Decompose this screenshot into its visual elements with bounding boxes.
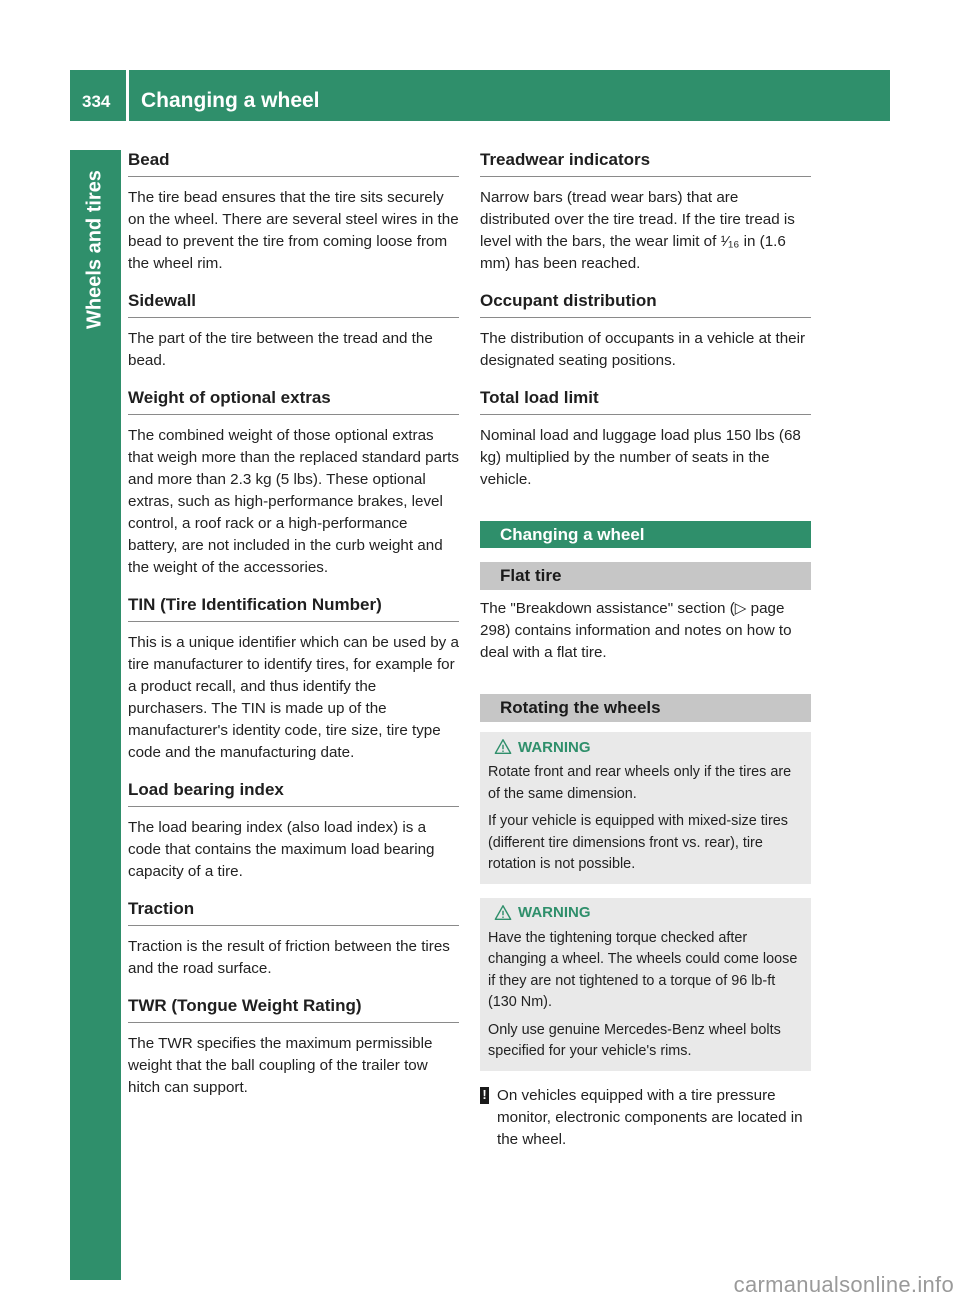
section-text-sidewall: The part of the tire between the tread and the bead. bbox=[128, 330, 433, 369]
warning-header bbox=[494, 738, 803, 756]
exclamation-icon: ! bbox=[480, 1087, 489, 1104]
section-text-treadwear: Narrow bars (tread wear bars) that are distributed over the tire tread. If the tire tread is level with the bars, the wear limit of ¹⁄₁₆ in (1.6 mm) has been reached. bbox=[480, 189, 795, 272]
section-heading-traction: Traction bbox=[128, 899, 459, 926]
section-text-twr: The TWR specifies the maximum permissible weight that the ball coupling of the trailer tow hitch can support. bbox=[128, 1035, 433, 1096]
section-heading-bead: Bead bbox=[128, 150, 459, 177]
section-heading-load-bearing-index: Load bearing index bbox=[128, 780, 459, 807]
warning-label: WARNING bbox=[518, 738, 591, 756]
warning-triangle-icon bbox=[494, 904, 512, 922]
section-heading-treadwear: Treadwear indicators bbox=[480, 150, 811, 177]
watermark: carmanualsonline.info bbox=[733, 1272, 954, 1297]
warning-box-1 bbox=[480, 732, 811, 884]
section-text-tin: This is a unique identifier which can be used by a tire manufacturer to identify tires, for example for a product recall, and thus identify the purchasers. The TIN is made up of the manufacturer's identity code, tire size, tire type code and the manufacturing date. bbox=[128, 634, 459, 761]
section-heading-tin: TIN (Tire Identification Number) bbox=[128, 595, 459, 622]
side-tab-label: Wheels and tires bbox=[83, 170, 106, 329]
warning-triangle-icon bbox=[494, 738, 512, 756]
section-text-weight-optional-extras: The combined weight of those optional extras that weigh more than the replaced standard parts and more than 2.3 kg (5 lbs). These optional extras, such as high-performance brakes, level control, a roof rack or a high-performance battery, are not included in the curb weight and the weight of the accessories. bbox=[128, 427, 459, 576]
warning-box-2 bbox=[480, 898, 811, 1071]
header-divider bbox=[126, 70, 129, 121]
section-heading-twr: TWR (Tongue Weight Rating) bbox=[128, 996, 459, 1023]
section-heading-weight-optional-extras: Weight of optional extras bbox=[128, 388, 459, 415]
page-title: Changing a wheel bbox=[141, 89, 320, 112]
notice-text: On vehicles equipped with a tire pressure monitor, electronic components are located in the wheel. bbox=[497, 1086, 803, 1148]
left-column bbox=[128, 150, 459, 1115]
section-text-traction: Traction is the result of friction between the tires and the road surface. bbox=[128, 938, 450, 977]
section-text-load-bearing-index: The load bearing index (also load index) is a code that contains the maximum load bearing capacity of a tire. bbox=[128, 819, 435, 880]
warning-header bbox=[494, 904, 803, 922]
flat-tire-banner: Flat tire bbox=[480, 562, 811, 590]
warning-text: Have the tightening torque checked after changing a wheel. The wheels could come loose if they are not tightened to a torque of 96 lb-ft (130 Nm). bbox=[488, 929, 798, 1010]
flat-tire-text: The "Breakdown assistance" section (▷ page 298) contains information and notes on how to deal with a flat tire. bbox=[480, 600, 792, 661]
warning-text: Rotate front and rear wheels only if the tires are of the same dimension. bbox=[488, 764, 792, 802]
warning-text: Only use genuine Mercedes-Benz wheel bolts specified for your vehicle's rims. bbox=[488, 1021, 781, 1059]
page-number: 334 bbox=[82, 92, 111, 111]
right-column bbox=[480, 150, 811, 1151]
warning-label: WARNING bbox=[518, 904, 591, 921]
notice bbox=[480, 1085, 811, 1151]
section-heading-sidewall: Sidewall bbox=[128, 291, 459, 318]
rotating-wheels-banner: Rotating the wheels bbox=[480, 694, 811, 722]
section-heading-total-load-limit: Total load limit bbox=[480, 388, 811, 415]
chapter-banner: Changing a wheel bbox=[480, 521, 811, 548]
section-text-occupant-distribution: The distribution of occupants in a vehicle at their designated seating positions. bbox=[480, 330, 806, 369]
section-text-bead: The tire bead ensures that the tire sits securely on the wheel. There are several steel wires in the bead to prevent the tire from coming loose from the wheel rim. bbox=[128, 189, 459, 272]
warning-text: If your vehicle is equipped with mixed-size tires (different tire dimensions front vs. rear), tire rotation is not possible. bbox=[488, 813, 788, 872]
section-text-total-load-limit: Nominal load and luggage load plus 150 lbs (68 kg) multiplied by the number of seats in the vehicle. bbox=[480, 427, 801, 488]
section-heading-occupant-distribution: Occupant distribution bbox=[480, 291, 811, 318]
